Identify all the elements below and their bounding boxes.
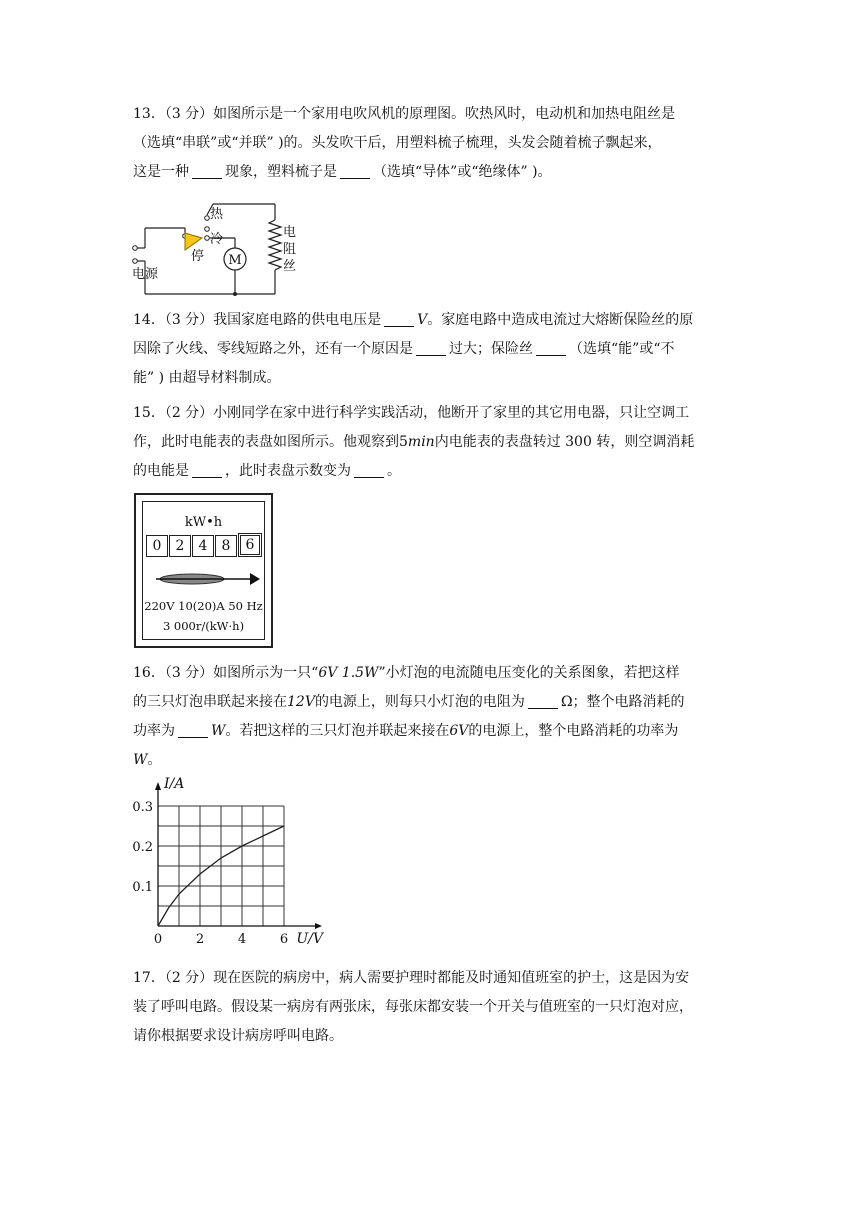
q14-line-1: 14．（3 分）我国家庭电路的供电电压是 V。家庭电路中造成电流过大熔断保险丝的原 [133,312,694,328]
x-tick-label: 0 [153,932,163,947]
current-voltage-chart [128,776,358,948]
q13-line-2: （选填“串联”或“并联” )的。头发吹干后，用塑料梳子梳理，头发会随着梳子飘起来， [133,135,662,151]
q17-line-1: 17．（2 分）现在医院的病房中，病人需要护理时都能及时通知值班室的护士，这是因为安 [133,970,690,986]
electric-meter-figure [134,493,273,648]
q16-line-1: 16．（3 分）如图所示为一只“6V 1.5W”小灯泡的电流随电压变化的关系图象，若把这样 [133,665,680,681]
answer-blank[interactable] [416,339,446,356]
y-tick-label: 0.1 [132,880,153,895]
meter-digit: 4 [192,535,214,557]
answer-blank[interactable] [528,692,558,709]
stop-label: 停 [191,249,205,264]
x-tick-label: 4 [237,932,247,947]
meter-unit: kW•h [184,515,223,530]
q15-line-3: 的电能是 ，此时表盘示数变为 。 [133,463,401,479]
answer-blank[interactable] [354,461,384,478]
answer-blank[interactable] [536,339,566,356]
q14-line-3: 能” ) 由超导材料制成。 [133,370,281,386]
q15-line-1: 15．（2 分）小刚同学在家中进行科学实践活动，他断开了家里的其它用电器，只让空调工 [133,405,690,421]
meter-revolutions: 3 000r/(kW·h) [162,619,245,633]
x-axis-arrow-icon [315,923,322,929]
q16-line-2: 的三只灯泡串联起来接在12V的电源上，则每只小灯泡的电阻为 Ω；整个电路消耗的 [133,694,685,710]
y-tick-label: 0.2 [132,840,153,855]
answer-blank[interactable] [192,162,222,179]
power-source-label: 电源 [132,267,159,282]
q16-line-4: W。 [133,752,162,768]
motor-label: M [228,253,242,268]
q17-line-3: 请你根据要求设计病房呼叫电路。 [133,1028,343,1044]
meter-digit: 8 [215,535,237,557]
q15-line-2: 作，此时电能表的表盘如图所示。他观察到5min内电能表的表盘转过 300 转，则空调消耗 [133,434,695,450]
meter-digit: 0 [146,535,168,557]
y-tick-label: 0.3 [132,800,153,815]
answer-blank[interactable] [384,310,414,327]
resistor-label-3: 丝 [283,259,297,274]
question-16 [133,659,729,775]
meter-digit: 2 [169,535,191,557]
question-13 [133,100,729,187]
y-axis-arrow-icon [155,782,161,790]
q13-line-1: 13．（3 分）如图所示是一个家用电吹风机的原理图。吹热风时，电动机和加热电阻丝是 [133,106,676,122]
x-tick-label: 2 [195,932,205,947]
answer-blank[interactable] [340,162,370,179]
question-17 [133,964,729,1051]
cold-label: 冷 [210,232,224,247]
x-axis-label: U/V [296,931,323,947]
q13-line-3: 这是一种 现象，塑料梳子是 （选填“导体”或“绝缘体” )。 [133,164,552,180]
meter-digit-decimal: 6 [240,535,260,555]
rotary-switch-icon [185,233,202,250]
q14-line-2: 因除了火线、零线短路之外，还有一个原因是 过大；保险丝 （选填“能”或“不 [133,341,675,357]
meter-disc-arrow-icon [150,569,260,589]
hair-dryer-circuit-diagram [130,198,300,298]
answer-blank[interactable] [178,721,208,738]
resistor-label-1: 电 [283,225,297,240]
meter-spec: 220V 10(20)A 50 Hz [144,599,263,613]
resistor-label-2: 阻 [283,242,297,257]
question-14 [133,306,729,393]
meter-digits [146,535,260,557]
x-tick-label: 6 [279,932,289,947]
hot-label: 热 [210,207,224,222]
q17-line-2: 装了呼叫电路。假设某一病房有两张床，每张床都安装一个开关与值班室的一只灯泡对应， [133,999,693,1015]
answer-blank[interactable] [192,461,222,478]
y-axis-label: I/A [164,776,185,792]
q16-line-3: 功率为 W。若把这样的三只灯泡并联起来接在6V的电源上，整个电路消耗的功率为 [133,723,679,739]
question-15 [133,399,729,486]
